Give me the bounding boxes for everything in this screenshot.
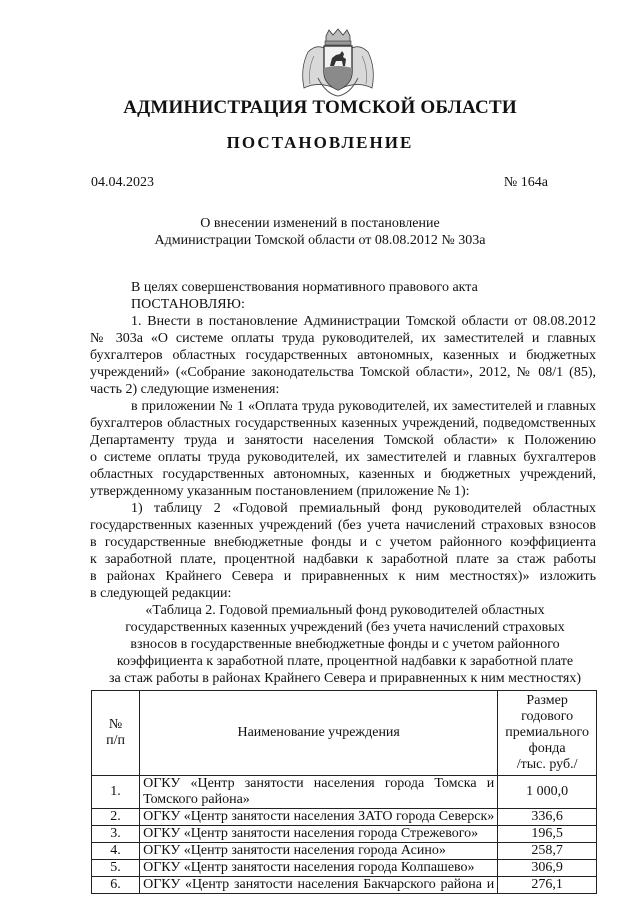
table-row <box>92 809 597 826</box>
row-number: 6. <box>92 877 140 894</box>
row-amount: 336,6 <box>498 809 597 826</box>
table-caption-line: «Таблица 2. Годовой премиальный фонд руководителей областных <box>145 603 545 618</box>
table-caption-line: государственных казенных учреждений (без учета начислений страховых <box>125 620 565 635</box>
table-caption-line: взносов в государственные внебюджетные фонды и с учетом районного <box>130 637 560 652</box>
body-line: № 303а «О системе оплаты труда руководителей, их заместителей и главных <box>90 331 596 346</box>
document-number: № 164а <box>503 175 548 190</box>
body-line: Департаменту труда и занятости населения Томской области» к Положению <box>90 433 596 448</box>
row-number: 3. <box>92 826 140 843</box>
header-name: Наименование учреждения <box>140 691 498 776</box>
row-name: ОГКУ «Центр занятости населения города Колпашево» <box>140 860 498 877</box>
row-number: 5. <box>92 860 140 877</box>
body-line: в приложении № 1 «Оплата труда руководителей, их заместителей и главных <box>131 399 596 414</box>
body-line: бухгалтеров областных государственных казенных учреждений, подведомственных <box>90 416 596 431</box>
document-subject <box>0 215 640 249</box>
row-amount: 306,9 <box>498 860 597 877</box>
table-caption-line: за стаж работы в районах Крайнего Севера и приравненных к ним местностях) <box>108 671 582 686</box>
row-name: ОГКУ «Центр занятости населения города Асино» <box>140 843 498 860</box>
row-name: ОГКУ «Центр занятости населения города Стрежевого» <box>140 826 498 843</box>
body-line: ПОСТАНОВЛЯЮ: <box>131 297 245 312</box>
document-date: 04.04.2023 <box>91 175 154 190</box>
row-amount: 1 000,0 <box>498 776 597 809</box>
row-name: ОГКУ «Центр занятости населения города Томска и Томского района» <box>140 776 498 809</box>
body-line: утвержденному указанным постановлением (приложение № 1): <box>90 484 470 499</box>
body-line: 1) таблицу 2 «Годовой премиальный фонд руководителей областных <box>131 501 596 516</box>
table-row <box>92 776 597 809</box>
subject-line: Администрации Томской области от 08.08.2012 № 303а <box>154 233 486 248</box>
header-amount: Размер годового премиального фонда /тыс. руб./ <box>498 691 597 776</box>
premium-fund-table <box>91 690 597 894</box>
body-line: о системе оплаты труда руководителей, их заместителей и главных бухгалтеров <box>90 450 596 465</box>
row-number: 4. <box>92 843 140 860</box>
coat-of-arms-emblem <box>296 28 380 100</box>
body-line: государственных казенных учреждений (без учета начислений страховых взносов <box>90 518 596 533</box>
body-line: В целях совершенствования нормативного правового акта <box>131 280 478 295</box>
document-type: ПОСТАНОВЛЕНИЕ <box>226 133 414 152</box>
body-line: бухгалтеров областных государственных автономных, казенных и бюджетных <box>90 348 596 363</box>
row-amount: 258,7 <box>498 843 597 860</box>
organization-title: АДМИНИСТРАЦИЯ ТОМСКОЙ ОБЛАСТИ <box>123 97 517 118</box>
subject-line: О внесении изменений в постановление <box>200 216 440 231</box>
row-name: ОГКУ «Центр занятости населения Бакчарского района и <box>140 877 498 894</box>
table-row <box>92 843 597 860</box>
body-line: к заработной плате, процентной надбавки к заработной плате за стаж работы <box>90 552 596 567</box>
body-line: в государственные внебюджетные фонды и с учетом районного коэффициента <box>90 535 596 550</box>
table-caption-line: коэффициента к заработной плате, процентной надбавки к заработной плате <box>116 654 574 669</box>
body-line: часть 2) следующие изменения: <box>90 382 280 397</box>
row-number: 1. <box>92 776 140 809</box>
row-name: ОГКУ «Центр занятости населения ЗАТО города Северск» <box>140 809 498 826</box>
body-line: учреждений» («Собрание законодательства Томской области», 2012, № 08/1 (85), <box>90 365 596 380</box>
header-number: № п/п <box>92 691 140 776</box>
table-row <box>92 860 597 877</box>
body-line: областных государственных автономных, казенных и бюджетных учреждений, <box>90 467 596 482</box>
table-header-row <box>92 691 597 776</box>
row-amount: 196,5 <box>498 826 597 843</box>
body-line: в следующей редакции: <box>90 586 232 601</box>
body-line: в районах Крайнего Севера и приравненных к ним местностях)» изложить <box>90 569 596 584</box>
body-line: 1. Внести в постановление Администрации Томской области от 08.08.2012 <box>131 314 596 329</box>
table-row <box>92 826 597 843</box>
table-row <box>92 877 597 894</box>
row-number: 2. <box>92 809 140 826</box>
row-amount: 276,1 <box>498 877 597 894</box>
